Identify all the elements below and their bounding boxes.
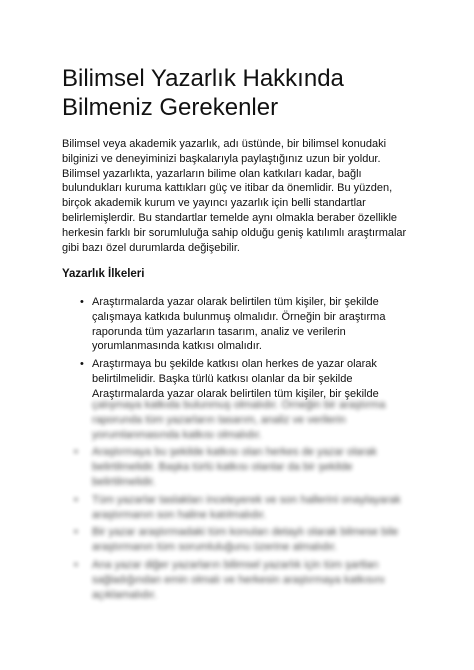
section-heading: Yazarlık İlkeleri xyxy=(62,268,145,280)
blurred-list-item xyxy=(74,558,414,602)
title-line-2: Bilmeniz Gerekenler xyxy=(62,94,279,121)
bullet-icon: • xyxy=(80,358,84,371)
blurred-list-item xyxy=(74,525,414,555)
blurred-item-text: Ana yazar diğer yazarların bilimsel yazarlık için tüm şartları sağladığından emin olmalı ve herkesin araştırmaya katkısını açıklamalıdır. xyxy=(92,558,385,601)
bullet-icon: • xyxy=(74,493,78,506)
blurred-item-text: çalışmaya katkıda bulunmuş olmalıdır. Örneğin bir araştırma raporunda tüm yazarların tasarım, analiz ve verilerin yorumlanmasında katkısı olmalıdır. xyxy=(92,399,386,441)
list-item xyxy=(80,357,420,401)
bullet-icon: • xyxy=(74,446,78,459)
blurred-preview-region xyxy=(74,398,426,648)
bullet-icon: • xyxy=(74,558,78,571)
list-item-text: Araştırmaya bu şekilde katkısı olan herkes de yazar olarak belirtilmelidir. Başka türlü katkısı olanlar da bir şekilde xyxy=(92,358,377,385)
list-item-text: Araştırmalarda yazar olarak belirtilen tüm kişiler, bir şekilde çalışmaya katkıda bulunmuş olmalıdır. Örneğin bir araştırma raporunda tüm yazarların tasarım, analiz ve verilerin yorumlanmasında katkısı olmalıdır. xyxy=(92,296,386,353)
blurred-list-item xyxy=(74,398,414,442)
page-title xyxy=(62,64,422,122)
blurred-item-text: Araştırmaya bu şekilde katkısı olan herkes de yazar olarak belirtilmelidir. Başka türlü katkısı olanlar da bir şekilde belirtilmelidir. xyxy=(92,446,377,488)
bullet-icon: • xyxy=(80,296,84,308)
title-line-1: Bilimsel Yazarlık Hakkında xyxy=(62,65,344,92)
blurred-list-item xyxy=(74,493,414,523)
bullet-icon: • xyxy=(74,526,78,539)
blurred-list-item xyxy=(74,445,414,489)
list-item-text-continued: Araştırmalarda yazar olarak belirtilen tüm kişiler, bir şekilde xyxy=(92,387,379,400)
intro-paragraph: Bilimsel veya akademik yazarlık, adı üstünde, bir bilimsel konudaki bilginizi ve deneyiminizi başkalarıyla paylaştığınız uzun bir yoldur. Bilimsel yazarlıkta, yazarların bilime olan katkıları kadar, bağlı bulundukları kuruma kattıkları güç ve itibar da önemlidir. Bu yüzden, birçok akademik kurum ve yayıncı yazarlık için belli standartlar belirlemişlerdir. Bu standartlar temelde aynı olmakla beraber özellikle herkesin farklı bir sorumluluğa sahip olduğu geniş katılımlı araştırmalar gibi bazı özel durumlarda değişebilir. xyxy=(62,138,407,254)
principles-list xyxy=(80,295,420,402)
blurred-item-text: Bir yazar araştırmadaki tüm konuları detaylı olarak bilmese bile araştırmanın tüm sorumluluğunu üzerine almalıdır. xyxy=(92,526,399,554)
list-item xyxy=(80,295,420,354)
blurred-item-text: Tüm yazarlar taslakları inceleyerek ve son hallerini onaylayarak araştırmanın son haline katılmalıdır. xyxy=(92,493,401,521)
blurred-list xyxy=(74,398,414,602)
